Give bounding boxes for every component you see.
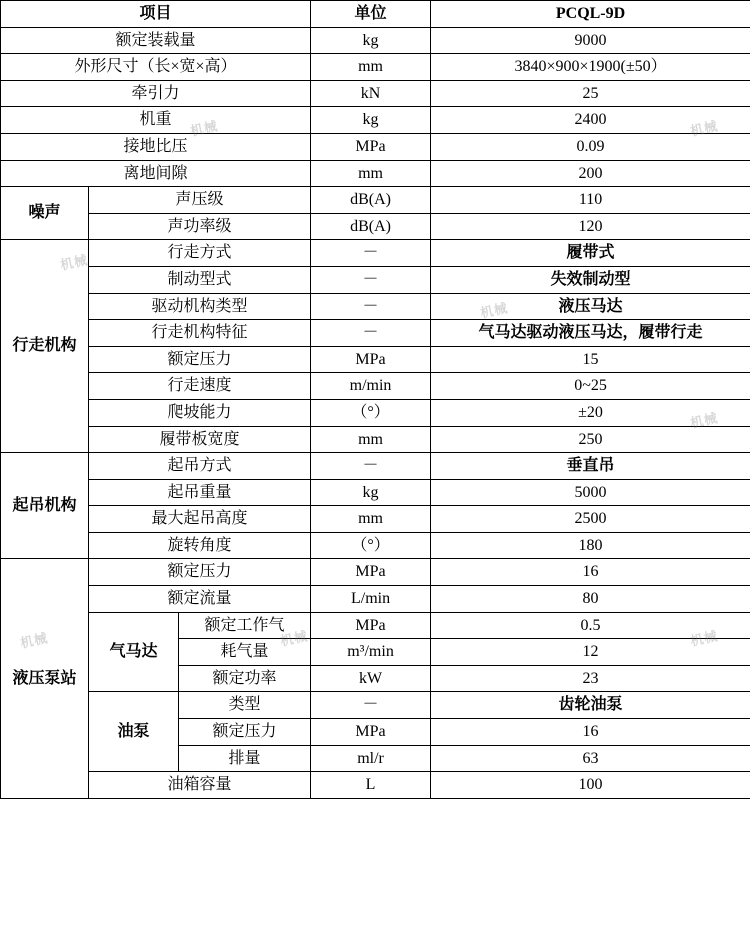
row-value: 9000 — [431, 27, 750, 54]
table-row — [1, 240, 750, 267]
group-label-travel: 行走机构 — [1, 240, 89, 453]
table-row — [1, 586, 750, 613]
row-name: 额定压力 — [89, 346, 311, 373]
row-unit: m/min — [311, 373, 431, 400]
table-row — [1, 293, 750, 320]
row-value: 120 — [431, 213, 750, 240]
watermark: 机械 — [58, 252, 90, 273]
row-name: 牵引力 — [1, 80, 311, 107]
row-value: 垂直吊 — [431, 453, 750, 480]
row-name: 制动型式 — [89, 266, 311, 293]
row-unit: mm — [311, 426, 431, 453]
row-unit: ml/r — [311, 745, 431, 772]
row-name: 额定压力 — [179, 719, 311, 746]
row-value: 气马达驱动液压马达，履带行走 — [431, 320, 750, 347]
row-name: 耗气量 — [179, 639, 311, 666]
table-row — [1, 532, 750, 559]
watermark: 机械 — [18, 630, 50, 651]
table-row — [1, 133, 750, 160]
table-row — [1, 373, 750, 400]
row-unit: mm — [311, 54, 431, 81]
row-value: 110 — [431, 187, 750, 214]
table-row — [1, 266, 750, 293]
row-name: 履带板宽度 — [89, 426, 311, 453]
row-name: 起吊重量 — [89, 479, 311, 506]
row-name: 额定流量 — [89, 586, 311, 613]
row-value: 250 — [431, 426, 750, 453]
row-value: 16 — [431, 559, 750, 586]
row-value: 180 — [431, 532, 750, 559]
row-name: 驱动机构类型 — [89, 293, 311, 320]
row-unit: MPa — [311, 346, 431, 373]
row-unit: － — [311, 692, 431, 719]
subgroup-label-air-motor: 气马达 — [89, 612, 179, 692]
row-unit: dB(A) — [311, 187, 431, 214]
row-unit: kN — [311, 80, 431, 107]
row-value: 63 — [431, 745, 750, 772]
row-name: 额定功率 — [179, 665, 311, 692]
row-name: 行走方式 — [89, 240, 311, 267]
row-name: 排量 — [179, 745, 311, 772]
row-unit: kW — [311, 665, 431, 692]
table-header-row — [1, 1, 750, 28]
header-item: 项目 — [1, 1, 311, 28]
row-unit: kg — [311, 107, 431, 134]
table-row — [1, 187, 750, 214]
row-unit: kg — [311, 27, 431, 54]
table-row — [1, 320, 750, 347]
row-value: 液压马达 — [431, 293, 750, 320]
watermark: 机械 — [188, 118, 220, 139]
row-unit: mm — [311, 506, 431, 533]
row-name: 油箱容量 — [89, 772, 311, 799]
table-row — [1, 80, 750, 107]
table-row — [1, 506, 750, 533]
table-row — [1, 453, 750, 480]
group-label-hoist: 起吊机构 — [1, 453, 89, 559]
row-name: 声压级 — [89, 187, 311, 214]
row-value: 齿轮油泵 — [431, 692, 750, 719]
row-value: 2500 — [431, 506, 750, 533]
row-value: 23 — [431, 665, 750, 692]
row-unit: MPa — [311, 133, 431, 160]
table-row — [1, 772, 750, 799]
row-name: 行走速度 — [89, 373, 311, 400]
row-value: 履带式 — [431, 240, 750, 267]
row-unit: m³/min — [311, 639, 431, 666]
row-unit: － — [311, 320, 431, 347]
row-value: 200 — [431, 160, 750, 187]
table-row — [1, 213, 750, 240]
header-model: PCQL-9D — [431, 1, 750, 28]
watermark: 机械 — [278, 628, 310, 649]
row-unit: dB(A) — [311, 213, 431, 240]
table-row — [1, 27, 750, 54]
row-name: 额定压力 — [89, 559, 311, 586]
row-value: 3840×900×1900(±50） — [431, 54, 750, 81]
row-value: 2400 — [431, 107, 750, 134]
table-row — [1, 426, 750, 453]
row-unit: － — [311, 240, 431, 267]
row-value: 25 — [431, 80, 750, 107]
row-unit: （°） — [311, 532, 431, 559]
row-name: 类型 — [179, 692, 311, 719]
row-value: ±20 — [431, 399, 750, 426]
row-unit: L — [311, 772, 431, 799]
row-value: 0~25 — [431, 373, 750, 400]
row-unit: kg — [311, 479, 431, 506]
row-name: 离地间隙 — [1, 160, 311, 187]
row-value: 0.09 — [431, 133, 750, 160]
row-value: 15 — [431, 346, 750, 373]
watermark: 机械 — [688, 118, 720, 139]
row-name: 行走机构特征 — [89, 320, 311, 347]
row-unit: － — [311, 453, 431, 480]
table-row — [1, 612, 750, 639]
row-name: 机重 — [1, 107, 311, 134]
row-name: 外形尺寸（长×宽×高） — [1, 54, 311, 81]
watermark: 机械 — [478, 300, 510, 321]
table-row — [1, 54, 750, 81]
row-name: 旋转角度 — [89, 532, 311, 559]
row-name: 声功率级 — [89, 213, 311, 240]
row-name: 额定装载量 — [1, 27, 311, 54]
row-unit: MPa — [311, 719, 431, 746]
table-row — [1, 559, 750, 586]
table-row — [1, 479, 750, 506]
watermark: 机械 — [688, 410, 720, 431]
table-row — [1, 346, 750, 373]
row-name: 接地比压 — [1, 133, 311, 160]
table-row — [1, 107, 750, 134]
row-unit: MPa — [311, 612, 431, 639]
row-unit: － — [311, 293, 431, 320]
row-name: 起吊方式 — [89, 453, 311, 480]
watermark: 机械 — [688, 628, 720, 649]
group-label-hydraulic: 液压泵站 — [1, 559, 89, 798]
table-row — [1, 692, 750, 719]
subgroup-label-oil-pump: 油泵 — [89, 692, 179, 772]
row-value: 100 — [431, 772, 750, 799]
row-unit: － — [311, 266, 431, 293]
row-name: 爬坡能力 — [89, 399, 311, 426]
row-name: 额定工作气 — [179, 612, 311, 639]
row-unit: MPa — [311, 559, 431, 586]
row-unit: （°） — [311, 399, 431, 426]
header-unit: 单位 — [311, 1, 431, 28]
row-value: 失效制动型 — [431, 266, 750, 293]
row-value: 16 — [431, 719, 750, 746]
row-value: 12 — [431, 639, 750, 666]
row-value: 5000 — [431, 479, 750, 506]
row-name: 最大起吊高度 — [89, 506, 311, 533]
table-row — [1, 160, 750, 187]
row-value: 80 — [431, 586, 750, 613]
group-label-noise: 噪声 — [1, 187, 89, 240]
row-value: 0.5 — [431, 612, 750, 639]
row-unit: mm — [311, 160, 431, 187]
row-unit: L/min — [311, 586, 431, 613]
table-row — [1, 399, 750, 426]
